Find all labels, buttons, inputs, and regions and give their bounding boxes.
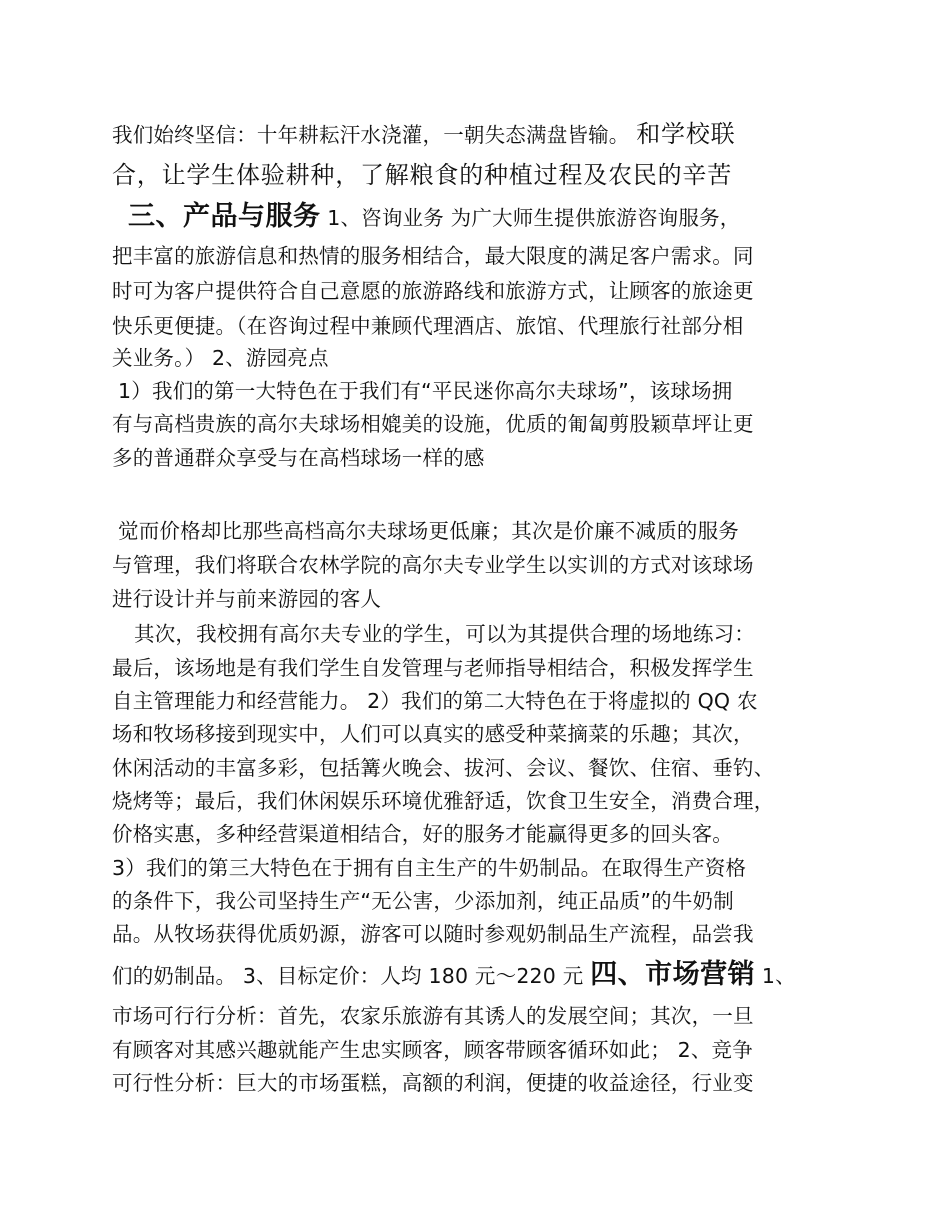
text-line: 价格实惠，多种经营渠道相结合，好的服务才能赢得更多的回头客。 xyxy=(112,822,733,846)
text-line: 进行设计并与前来游园的客人 xyxy=(112,587,382,611)
text-line xyxy=(112,119,842,150)
text-line: 其次，我校拥有高尔夫专业的学生，可以为其提供合理的场地练习： xyxy=(134,622,755,646)
text-line: 关业务。） 2、游园亮点 xyxy=(112,346,329,370)
text-span: 我们始终坚信：十年耕耘汗水浇灌，一朝失态满盘皆输。 xyxy=(112,123,630,147)
text-line: 快乐更便捷。（在咨询过程中兼顾代理酒店、旅馆、代理旅行社部分相 xyxy=(112,314,744,338)
text-line: 1）我们的第一大特色在于我们有“平民迷你高尔夫球场”，该球场拥 xyxy=(118,379,733,403)
text-line: 有顾客对其感兴趣就能产生忠实顾客，顾客带顾客循环如此； 2、竞争 xyxy=(112,1038,753,1062)
text-span-large: 和学校联 xyxy=(636,120,736,148)
section-4-first-line xyxy=(112,960,842,991)
text-line: 觉而价格却比那些高档高尔夫球场更低廉；其次是价廉不减质的服务 xyxy=(118,519,739,543)
text-line: 品。从牧场获得优质奶源，游客可以随时参观奶制品生产流程，品尝我 xyxy=(112,922,754,946)
text-line: 时可为客户提供符合自己意愿的旅游路线和旅游方式，让顾客的旅途更 xyxy=(112,279,754,303)
section-heading-3: 三、产品与服务 xyxy=(128,201,321,232)
section-heading-4: 四、市场营销 xyxy=(590,959,756,990)
text-line: 的条件下，我公司坚持生产“无公害，少添加剂，纯正品质”的牛奶制 xyxy=(112,889,734,913)
text-span: 1、 xyxy=(761,964,796,988)
text-line: 场和牧场移接到现实中，人们可以真实的感受种菜摘菜的乐趣；其次， xyxy=(112,722,754,746)
text-line: 自主管理能力和经营能力。 2）我们的第二大特色在于将虚拟的 QQ 农 xyxy=(112,689,758,713)
text-line: 可行性分析：巨大的市场蛋糕，高额的利润，便捷的收益途径，行业变 xyxy=(112,1071,754,1095)
text-line: 与管理，我们将联合农林学院的高尔夫专业学生以实训的方式对该球场 xyxy=(112,553,754,577)
text-line: 有与高档贵族的高尔夫球场相媲美的设施，优质的匍匐剪股颖草坪让更 xyxy=(112,412,754,436)
text-line-large: 合，让学生体验耕种，了解粮食的种植过程及农民的辛苦 xyxy=(112,161,732,189)
text-line: 3）我们的第三大特色在于拥有自主生产的牛奶制品。在取得生产资格 xyxy=(112,856,747,880)
text-line: 烧烤等；最后，我们休闲娱乐环境优雅舒适，饮食卫生安全，消费合理， xyxy=(112,789,775,813)
text-span: 1、咨询业务 为广大师生提供旅游咨询服务， xyxy=(327,206,741,230)
text-line: 多的普通群众享受与在高档球场一样的感 xyxy=(112,446,485,470)
section-3-first-line xyxy=(112,202,842,233)
text-line: 把丰富的旅游信息和热情的服务相结合，最大限度的满足客户需求。同 xyxy=(112,244,754,268)
text-line: 市场可行行分析：首先，农家乐旅游有其诱人的发展空间；其次，一旦 xyxy=(112,1004,754,1028)
text-line: 最后，该场地是有我们学生自发管理与老师指导相结合，积极发挥学生 xyxy=(112,656,754,680)
text-span: 们的奶制品。 3、目标定价：人均 180 元～220 元 xyxy=(112,964,584,988)
text-line: 休闲活动的丰富多彩，包括篝火晚会、拔河、会议、餐饮、住宿、垂钓、 xyxy=(112,756,775,780)
